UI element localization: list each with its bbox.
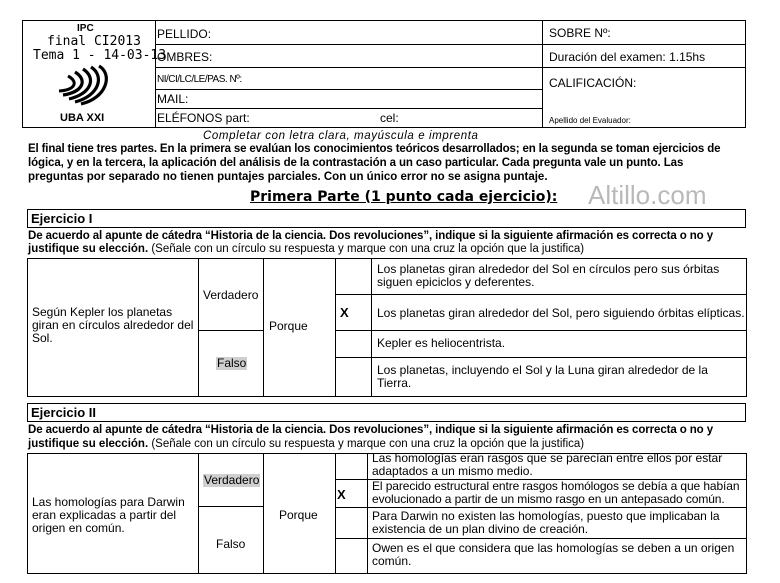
exercise-1-option-2: Los planetas giran alrededor del Sol, pero siguiendo órbitas elípticas. — [377, 306, 745, 320]
instruction-line-1: El final tiene tres partes. En la primera se evalúan los conocimientos teóricos desarrollados; en la segunda se toman ejercicios de — [28, 143, 721, 155]
exercise-2-mark-cell-1[interactable] — [336, 454, 367, 479]
nombres-field[interactable]: OMBRES: — [157, 50, 213, 64]
exercise-2-porque-label: Porque — [279, 508, 318, 522]
exercise-2-cross-mark: X — [337, 487, 346, 502]
cel-field[interactable]: cel: — [380, 111, 399, 125]
duracion-label: Duración del examen: 1.15hs — [549, 50, 706, 64]
exercise-1-falso-option[interactable]: Falso — [217, 356, 247, 370]
evaluador-field[interactable]: Apellido del Evaluador: — [549, 116, 631, 125]
exercise-2-verdadero-option[interactable]: Verdadero — [204, 473, 260, 487]
exercise-2-option-2: El parecido estructural entre rasgos homólogos se debía a que habían evolucionado a partir de un mismo rasgo en un antepasado común. — [372, 479, 740, 506]
exercise-1-prompt-2: justifique su elección. (Señale con un círculo su respuesta y marque con una cruz la opción que la justifica) — [28, 243, 585, 255]
exercise-2-prompt-1: De acuerdo al apunte de cátedra “Historia de la ciencia. Dos revoluciones”, indique si la siguiente afirmación es correcta o no y — [28, 424, 713, 436]
exercise-2-falso-option[interactable]: Falso — [216, 537, 246, 551]
exam-tema: Tema 1 - 14-03-13 — [33, 48, 167, 63]
exercise-1-verdadero-option[interactable]: Verdadero — [203, 288, 259, 302]
uba-logo-icon — [55, 64, 117, 108]
watermark: Altillo.com — [588, 180, 707, 210]
exercise-1-mark-cell-1[interactable] — [336, 259, 371, 294]
exam-name: final CI2013 — [47, 34, 141, 49]
exercise-1-title: Ejercicio I — [31, 211, 93, 226]
exercise-1-mark-cell-3[interactable] — [336, 331, 371, 357]
telefonos-field[interactable]: ELÉFONOS part: — [157, 111, 250, 125]
calificacion-field[interactable]: CALIFICACIÓN: — [549, 76, 637, 90]
exercise-1-option-1: Los planetas giran alrededor del Sol en círculos pero sus órbitas siguen epiciclos y deferentes. — [377, 262, 720, 289]
exercise-2-mark-cell-3[interactable] — [336, 508, 367, 538]
part-title: Primera Parte (1 punto cada ejercicio): — [250, 189, 558, 205]
exercise-2-option-4: Owen es el que considera que las homologías se deben a un origen común. — [372, 541, 735, 568]
exercise-1-mark-cell-4[interactable] — [336, 358, 371, 396]
exercise-2-option-1: Las homologías eran rasgos que se parecían entre ellos por estar adaptados a un mismo medio. — [372, 451, 723, 478]
exercise-1-prompt-1: De acuerdo al apunte de cátedra “Historia de la ciencia. Dos revoluciones”, indique si la siguiente afirmación es correcta o no y — [28, 230, 713, 242]
sobre-field[interactable]: SOBRE Nº: — [549, 26, 611, 40]
exercise-1-cross-mark: X — [340, 305, 349, 320]
email-field[interactable]: MAIL: — [157, 92, 189, 106]
exercise-1-option-3: Kepler es heliocentrista. — [377, 336, 506, 350]
exercise-2-prompt-2: justifique su elección. (Señale con un círculo su respuesta y marque con una cruz la opción que la justifica) — [28, 438, 585, 450]
exercise-1-statement: Según Kepler los planetas giran en círculos alrededor del Sol. — [32, 305, 194, 345]
logo-text: UBA XXI — [60, 112, 105, 124]
exercise-2-statement: Las homologías para Darwin eran explicadas a partir del origen en común. — [32, 495, 185, 535]
apellido-field[interactable]: PELLIDO: — [157, 27, 212, 41]
exercise-2-option-3: Para Darwin no existen las homologías, puesto que implicaban la existencia de un plan divino de creación. — [372, 509, 720, 536]
exercise-2-mark-cell-4[interactable] — [336, 539, 367, 573]
instruction-complete: Completar con letra clara, mayúscula e imprenta — [203, 130, 479, 142]
exercise-1-option-4: Los planetas, incluyendo el Sol y la Luna giran alrededor de la Tierra. — [377, 363, 708, 390]
exercise-2-title: Ejercicio II — [31, 405, 97, 420]
instruction-line-3: preguntas por separado no tienen puntajes parciales. Con un único error no se asigna puntaje. — [28, 171, 548, 183]
exercise-1-porque-label: Porque — [269, 319, 308, 333]
org-label: IPC — [77, 23, 94, 34]
instruction-line-2: lógica, y en la tercera, la aplicación del análisis de la contrastación a un caso particular. Cada pregunta vale un punto. Las — [28, 157, 684, 169]
dni-field[interactable]: NI/CI/LC/LE/PAS. Nº: — [157, 74, 242, 85]
